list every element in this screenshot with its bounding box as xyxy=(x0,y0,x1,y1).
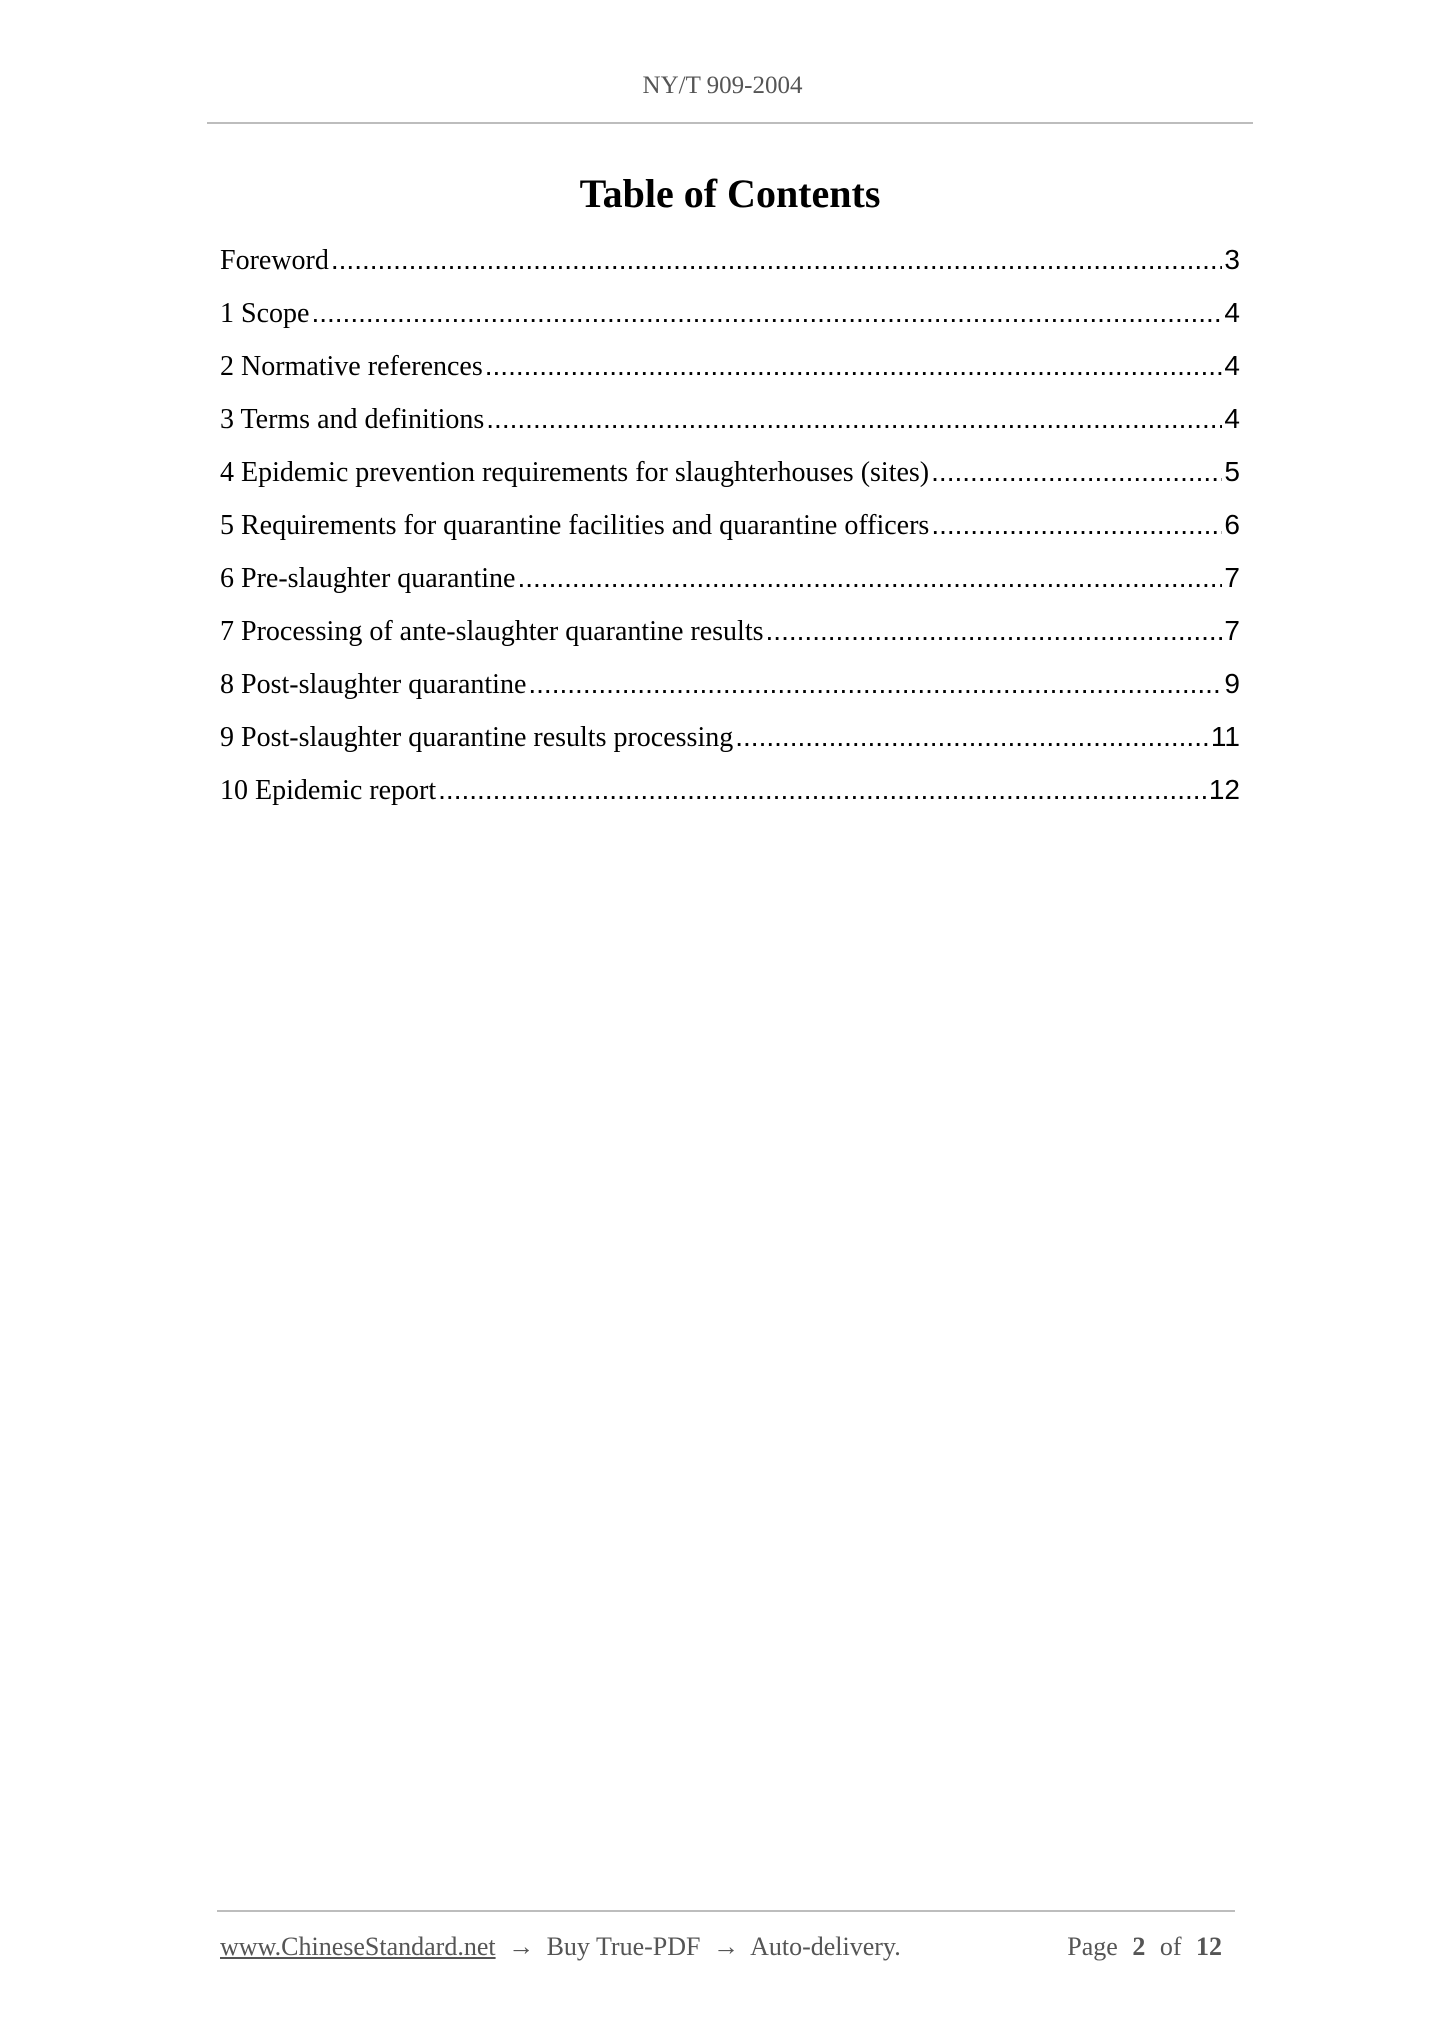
toc-entry-foreword[interactable] xyxy=(220,244,1240,297)
current-page-number: 2 xyxy=(1132,1932,1146,1961)
toc-entry-page: 4 xyxy=(1224,350,1240,381)
toc-title: Table of Contents xyxy=(579,171,881,216)
toc-leader-dots xyxy=(931,456,1222,488)
toc-entry-label: 9 Post-slaughter quarantine results processing xyxy=(220,722,734,753)
table-of-contents xyxy=(220,244,1240,827)
toc-entry-page: 3 xyxy=(1224,244,1240,275)
toc-leader-dots xyxy=(735,721,1209,753)
toc-entry-page: 6 xyxy=(1224,509,1240,540)
toc-entry-label: 10 Epidemic report xyxy=(220,775,437,806)
toc-entry-label: 7 Processing of ante-slaughter quarantine results xyxy=(220,616,764,647)
toc-leader-dots xyxy=(311,297,1222,329)
toc-entry-label: 8 Post-slaughter quarantine xyxy=(220,669,527,700)
toc-leader-dots xyxy=(766,615,1223,647)
toc-entry-page: 5 xyxy=(1224,456,1240,487)
toc-entry-page: 12 xyxy=(1208,774,1240,805)
toc-entry-label: 2 Normative references xyxy=(220,351,483,382)
right-arrow-icon: → xyxy=(713,1932,739,1961)
toc-entry-page: 4 xyxy=(1224,297,1240,328)
footer-divider xyxy=(217,1910,1235,1912)
toc-entry-terms-definitions[interactable] xyxy=(220,403,1240,456)
toc-entry-scope[interactable] xyxy=(220,297,1240,350)
toc-leader-dots xyxy=(517,562,1222,594)
toc-entry-post-slaughter-results[interactable] xyxy=(220,721,1240,774)
toc-leader-dots xyxy=(931,509,1222,541)
toc-leader-dots xyxy=(486,403,1222,435)
document-code: NY/T 909-2004 xyxy=(642,72,803,99)
footer-step-buy: Buy True-PDF xyxy=(546,1932,701,1961)
toc-leader-dots xyxy=(528,668,1222,700)
of-word: of xyxy=(1159,1932,1182,1961)
page-indicator xyxy=(1067,1932,1230,1962)
toc-entry-label: 6 Pre-slaughter quarantine xyxy=(220,563,516,594)
header-divider xyxy=(207,122,1253,124)
toc-entry-ante-slaughter-results[interactable] xyxy=(220,615,1240,668)
toc-leader-dots xyxy=(485,350,1223,382)
toc-entry-epidemic-report[interactable] xyxy=(220,774,1240,827)
toc-leader-dots xyxy=(331,244,1223,276)
toc-entry-page: 7 xyxy=(1224,562,1240,593)
toc-leader-dots xyxy=(438,774,1207,806)
toc-entry-page: 9 xyxy=(1224,668,1240,699)
page-footer xyxy=(220,1932,1230,1962)
footer-step-delivery: Auto-delivery. xyxy=(750,1932,901,1961)
toc-entry-label: 4 Epidemic prevention requirements for slaughterhouses (sites) xyxy=(220,457,930,488)
toc-entry-epidemic-prevention[interactable] xyxy=(220,456,1240,509)
footer-promo xyxy=(220,1932,901,1962)
toc-entry-pre-slaughter[interactable] xyxy=(220,562,1240,615)
total-page-count: 12 xyxy=(1196,1932,1222,1961)
toc-entry-post-slaughter[interactable] xyxy=(220,668,1240,721)
toc-entry-page: 7 xyxy=(1224,615,1240,646)
website-link[interactable]: www.ChineseStandard.net xyxy=(220,1932,496,1961)
toc-entry-normative-references[interactable] xyxy=(220,350,1240,403)
toc-entry-label: Foreword xyxy=(220,245,329,276)
right-arrow-icon: → xyxy=(508,1932,535,1961)
toc-entry-label: 1 Scope xyxy=(220,298,310,329)
toc-entry-label: 5 Requirements for quarantine facilities and quarantine officers xyxy=(220,510,930,541)
toc-entry-quarantine-facilities[interactable] xyxy=(220,509,1240,562)
toc-entry-page: 4 xyxy=(1224,403,1240,434)
toc-entry-label: 3 Terms and definitions xyxy=(220,404,485,435)
toc-entry-page: 11 xyxy=(1210,721,1240,752)
page-word: Page xyxy=(1067,1932,1118,1961)
